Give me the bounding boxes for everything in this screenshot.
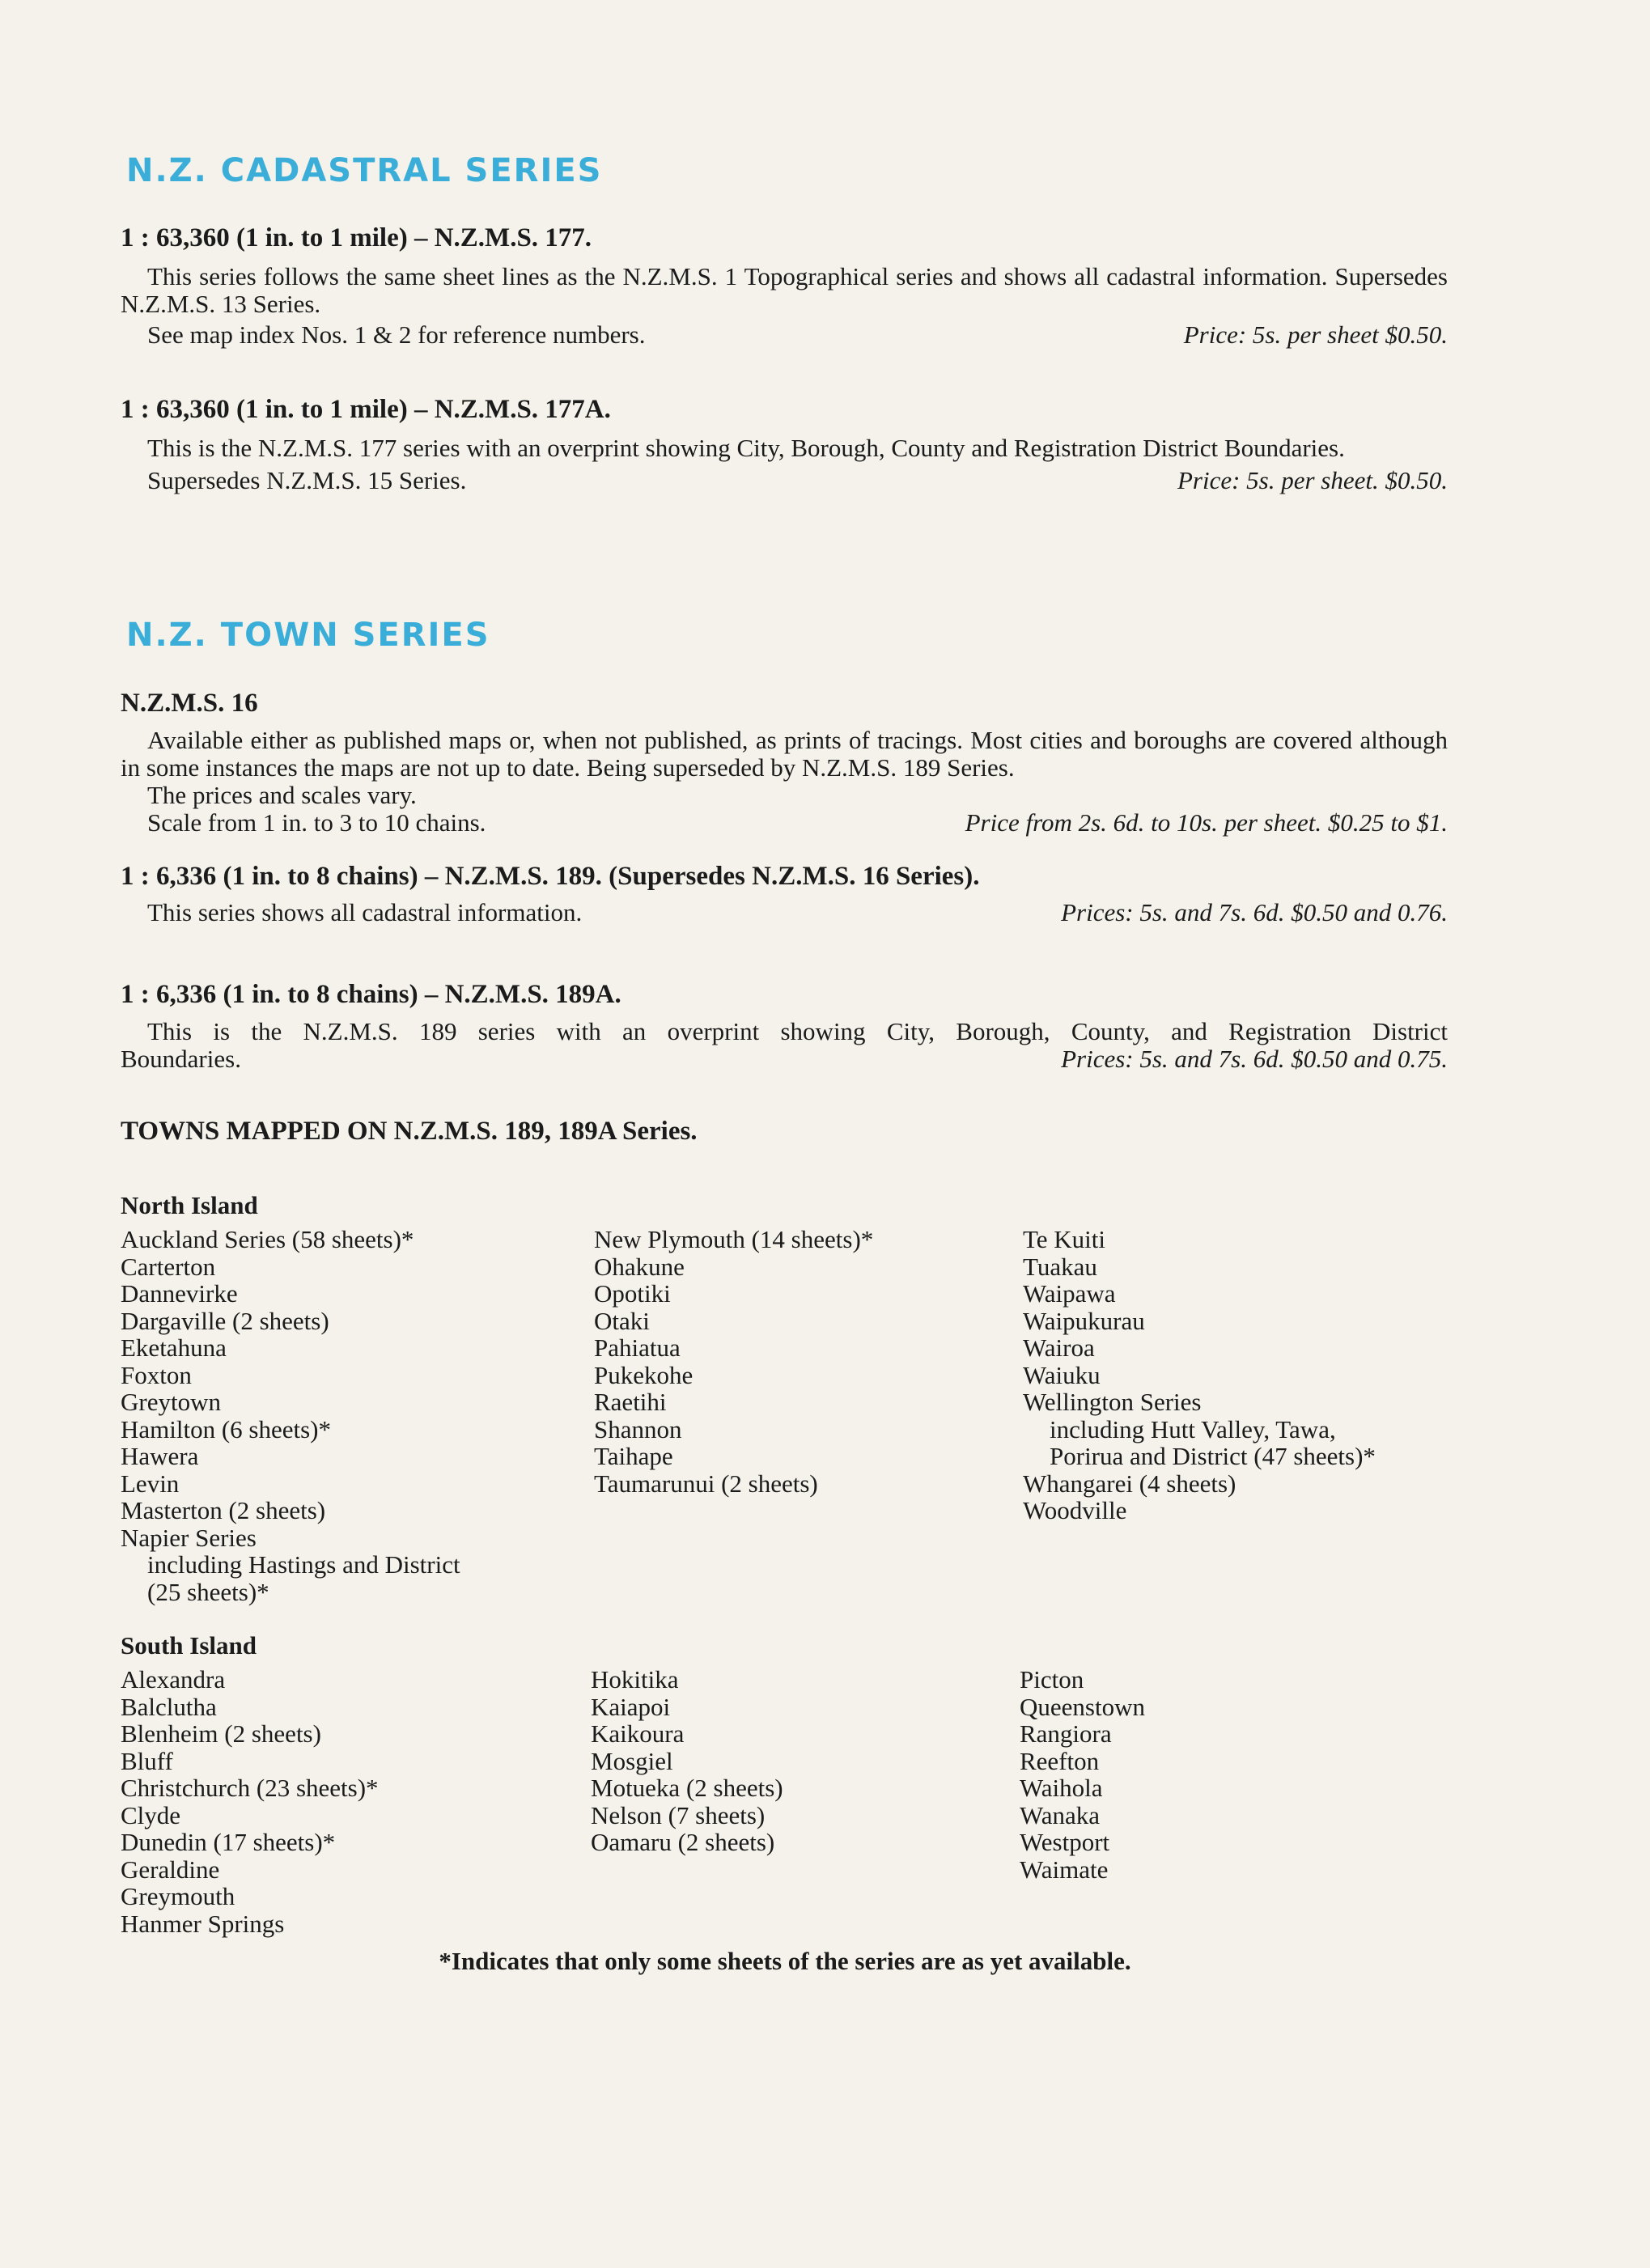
town-item: Dannevirke [121, 1279, 238, 1308]
town-item: Pahiatua [594, 1333, 681, 1362]
town-item: Mosgiel [591, 1746, 673, 1775]
town-item: New Plymouth (14 sheets)* [594, 1225, 874, 1253]
town-item: Tuakau [1023, 1252, 1097, 1281]
town-heading: N.Z. TOWN SERIES [126, 617, 490, 654]
town-item: Waihola [1020, 1774, 1103, 1802]
town-item: Wellington Series [1023, 1388, 1202, 1416]
town-item: Greytown [121, 1388, 221, 1416]
town-item: Hamilton (6 sheets)* [121, 1414, 332, 1443]
town-item: Reefton [1020, 1746, 1100, 1775]
town-item: Christchurch (23 sheets)* [121, 1774, 379, 1802]
town-item: Waimate [1020, 1855, 1109, 1884]
s177a-desc: This is the N.Z.M.S. 177 series with an overprint showing City, Borough, County and Registration District Boundaries. [147, 434, 1345, 462]
town-item: Opotiki [594, 1279, 671, 1308]
s16-title: N.Z.M.S. 16 [121, 689, 258, 718]
town-item: Dunedin (17 sheets)* [121, 1828, 336, 1856]
towns-heading: TOWNS MAPPED ON N.Z.M.S. 189, 189A Series. [121, 1117, 698, 1146]
town-item: Woodville [1023, 1496, 1127, 1524]
s177a-price: Price: 5s. per sheet. $0.50. [1177, 466, 1448, 494]
town-item: Waipukurau [1023, 1306, 1145, 1335]
town-item: Eketahuna [121, 1333, 227, 1362]
s189a-block [121, 1018, 1448, 1073]
s16-note1: The prices and scales vary. [147, 781, 417, 809]
town-item: Kaiapoi [591, 1692, 671, 1721]
town-item: Te Kuiti [1023, 1225, 1106, 1253]
town-item: Masterton (2 sheets) [121, 1496, 326, 1524]
s189-note: This series shows all cadastral information. [147, 898, 583, 926]
town-item: Motueka (2 sheets) [591, 1774, 783, 1802]
town-item: Clyde [121, 1800, 181, 1829]
south-col-3 [1020, 1666, 1145, 1883]
s16-block [121, 727, 1448, 837]
town-item: Bluff [121, 1746, 173, 1775]
footnote: *Indicates that only some sheets of the series are as yet available. [439, 1947, 1131, 1975]
town-item: Auckland Series (58 sheets)* [121, 1225, 414, 1253]
town-item: (25 sheets)* [147, 1577, 269, 1606]
s177-price: Price: 5s. per sheet $0.50. [1183, 320, 1448, 349]
town-item: Geraldine [121, 1855, 220, 1884]
s16-desc: Available either as published maps or, when not published, as prints of tracings. Most cities and boroughs are covered although in some instances the maps are not up to date. Being superseded by N.Z.M.S. 189 Series. [121, 726, 1448, 782]
town-item: Greymouth [121, 1882, 235, 1910]
town-item: Pukekohe [594, 1360, 694, 1389]
town-item: Ohakune [594, 1252, 685, 1281]
town-item: Alexandra [121, 1665, 226, 1694]
town-item: Westport [1020, 1828, 1110, 1856]
s177a-title: 1 : 63,360 (1 in. to 1 mile) – N.Z.M.S. 177A. [121, 395, 611, 424]
town-item: Hokitika [591, 1665, 679, 1694]
town-item: including Hutt Valley, Tawa, [1050, 1414, 1336, 1443]
s177-title: 1 : 63,360 (1 in. to 1 mile) – N.Z.M.S. 177. [121, 223, 592, 252]
s189a-last: Boundaries. [121, 1045, 241, 1073]
s177a-note: Supersedes N.Z.M.S. 15 Series. [147, 466, 467, 494]
town-item: Waipawa [1023, 1279, 1116, 1308]
s189a-desc: This is the N.Z.M.S. 189 series with an overprint showing City, Borough, County, and Registration District [147, 1017, 1448, 1045]
s177a-block [121, 435, 1448, 494]
north-col-3 [1023, 1226, 1376, 1524]
s177-row [121, 321, 1448, 349]
town-item: Hanmer Springs [121, 1909, 285, 1938]
s177-desc: This series follows the same sheet lines as the N.Z.M.S. 1 Topographical series and shows all cadastral information. Supersedes N.Z.M.S. 13 Series. [121, 262, 1448, 318]
cadastral-heading: N.Z. CADASTRAL SERIES [126, 152, 603, 189]
town-item: Shannon [594, 1414, 682, 1443]
s16-note2: Scale from 1 in. to 3 to 10 chains. [147, 808, 486, 837]
town-item: Otaki [594, 1306, 650, 1335]
north-col-1 [121, 1226, 460, 1605]
town-item: Foxton [121, 1360, 192, 1389]
s189a-price: Prices: 5s. and 7s. 6d. $0.50 and 0.75. [1061, 1045, 1448, 1073]
s16-price: Price from 2s. 6d. to 10s. per sheet. $0.25 to $1. [965, 808, 1448, 837]
s189a-title: 1 : 6,336 (1 in. to 8 chains) – N.Z.M.S. 189A. [121, 980, 621, 1009]
town-item: Balclutha [121, 1692, 217, 1721]
town-item: Dargaville (2 sheets) [121, 1306, 329, 1335]
north-col-2 [594, 1226, 873, 1497]
s189-price: Prices: 5s. and 7s. 6d. $0.50 and 0.76. [1061, 898, 1448, 926]
s189-row [121, 899, 1448, 926]
s189-title: 1 : 6,336 (1 in. to 8 chains) – N.Z.M.S. 189. (Supersedes N.Z.M.S. 16 Series). [121, 862, 980, 891]
town-item: Taihape [594, 1442, 673, 1470]
s177a-row [121, 467, 1448, 494]
town-item: Wanaka [1020, 1800, 1101, 1829]
town-item: including Hastings and District [147, 1550, 460, 1579]
s177-block [121, 263, 1448, 349]
town-item: Blenheim (2 sheets) [121, 1719, 321, 1748]
town-item: Rangiora [1020, 1719, 1112, 1748]
town-item: Porirua and District (47 sheets)* [1050, 1442, 1376, 1470]
s16-row [121, 809, 1448, 837]
town-item: Napier Series [121, 1523, 257, 1552]
town-item: Oamaru (2 sheets) [591, 1828, 775, 1856]
s189a-row [121, 1045, 1448, 1073]
town-item: Whangarei (4 sheets) [1023, 1469, 1236, 1498]
town-item: Wairoa [1023, 1333, 1095, 1362]
town-item: Raetihi [594, 1388, 667, 1416]
town-item: Waiuku [1023, 1360, 1101, 1389]
town-item: Picton [1020, 1665, 1084, 1694]
town-item: Hawera [121, 1442, 199, 1470]
town-item: Nelson (7 sheets) [591, 1800, 766, 1829]
town-item: Taumarunui (2 sheets) [594, 1469, 818, 1498]
south-island-label: South Island [121, 1631, 257, 1660]
town-item: Kaikoura [591, 1719, 685, 1748]
town-item: Queenstown [1020, 1692, 1145, 1721]
town-item: Carterton [121, 1252, 216, 1281]
s177-note: See map index Nos. 1 & 2 for reference numbers. [147, 320, 646, 349]
north-island-label: North Island [121, 1191, 258, 1219]
south-col-2 [591, 1666, 783, 1856]
town-item: Levin [121, 1469, 180, 1498]
south-col-1 [121, 1666, 379, 1937]
